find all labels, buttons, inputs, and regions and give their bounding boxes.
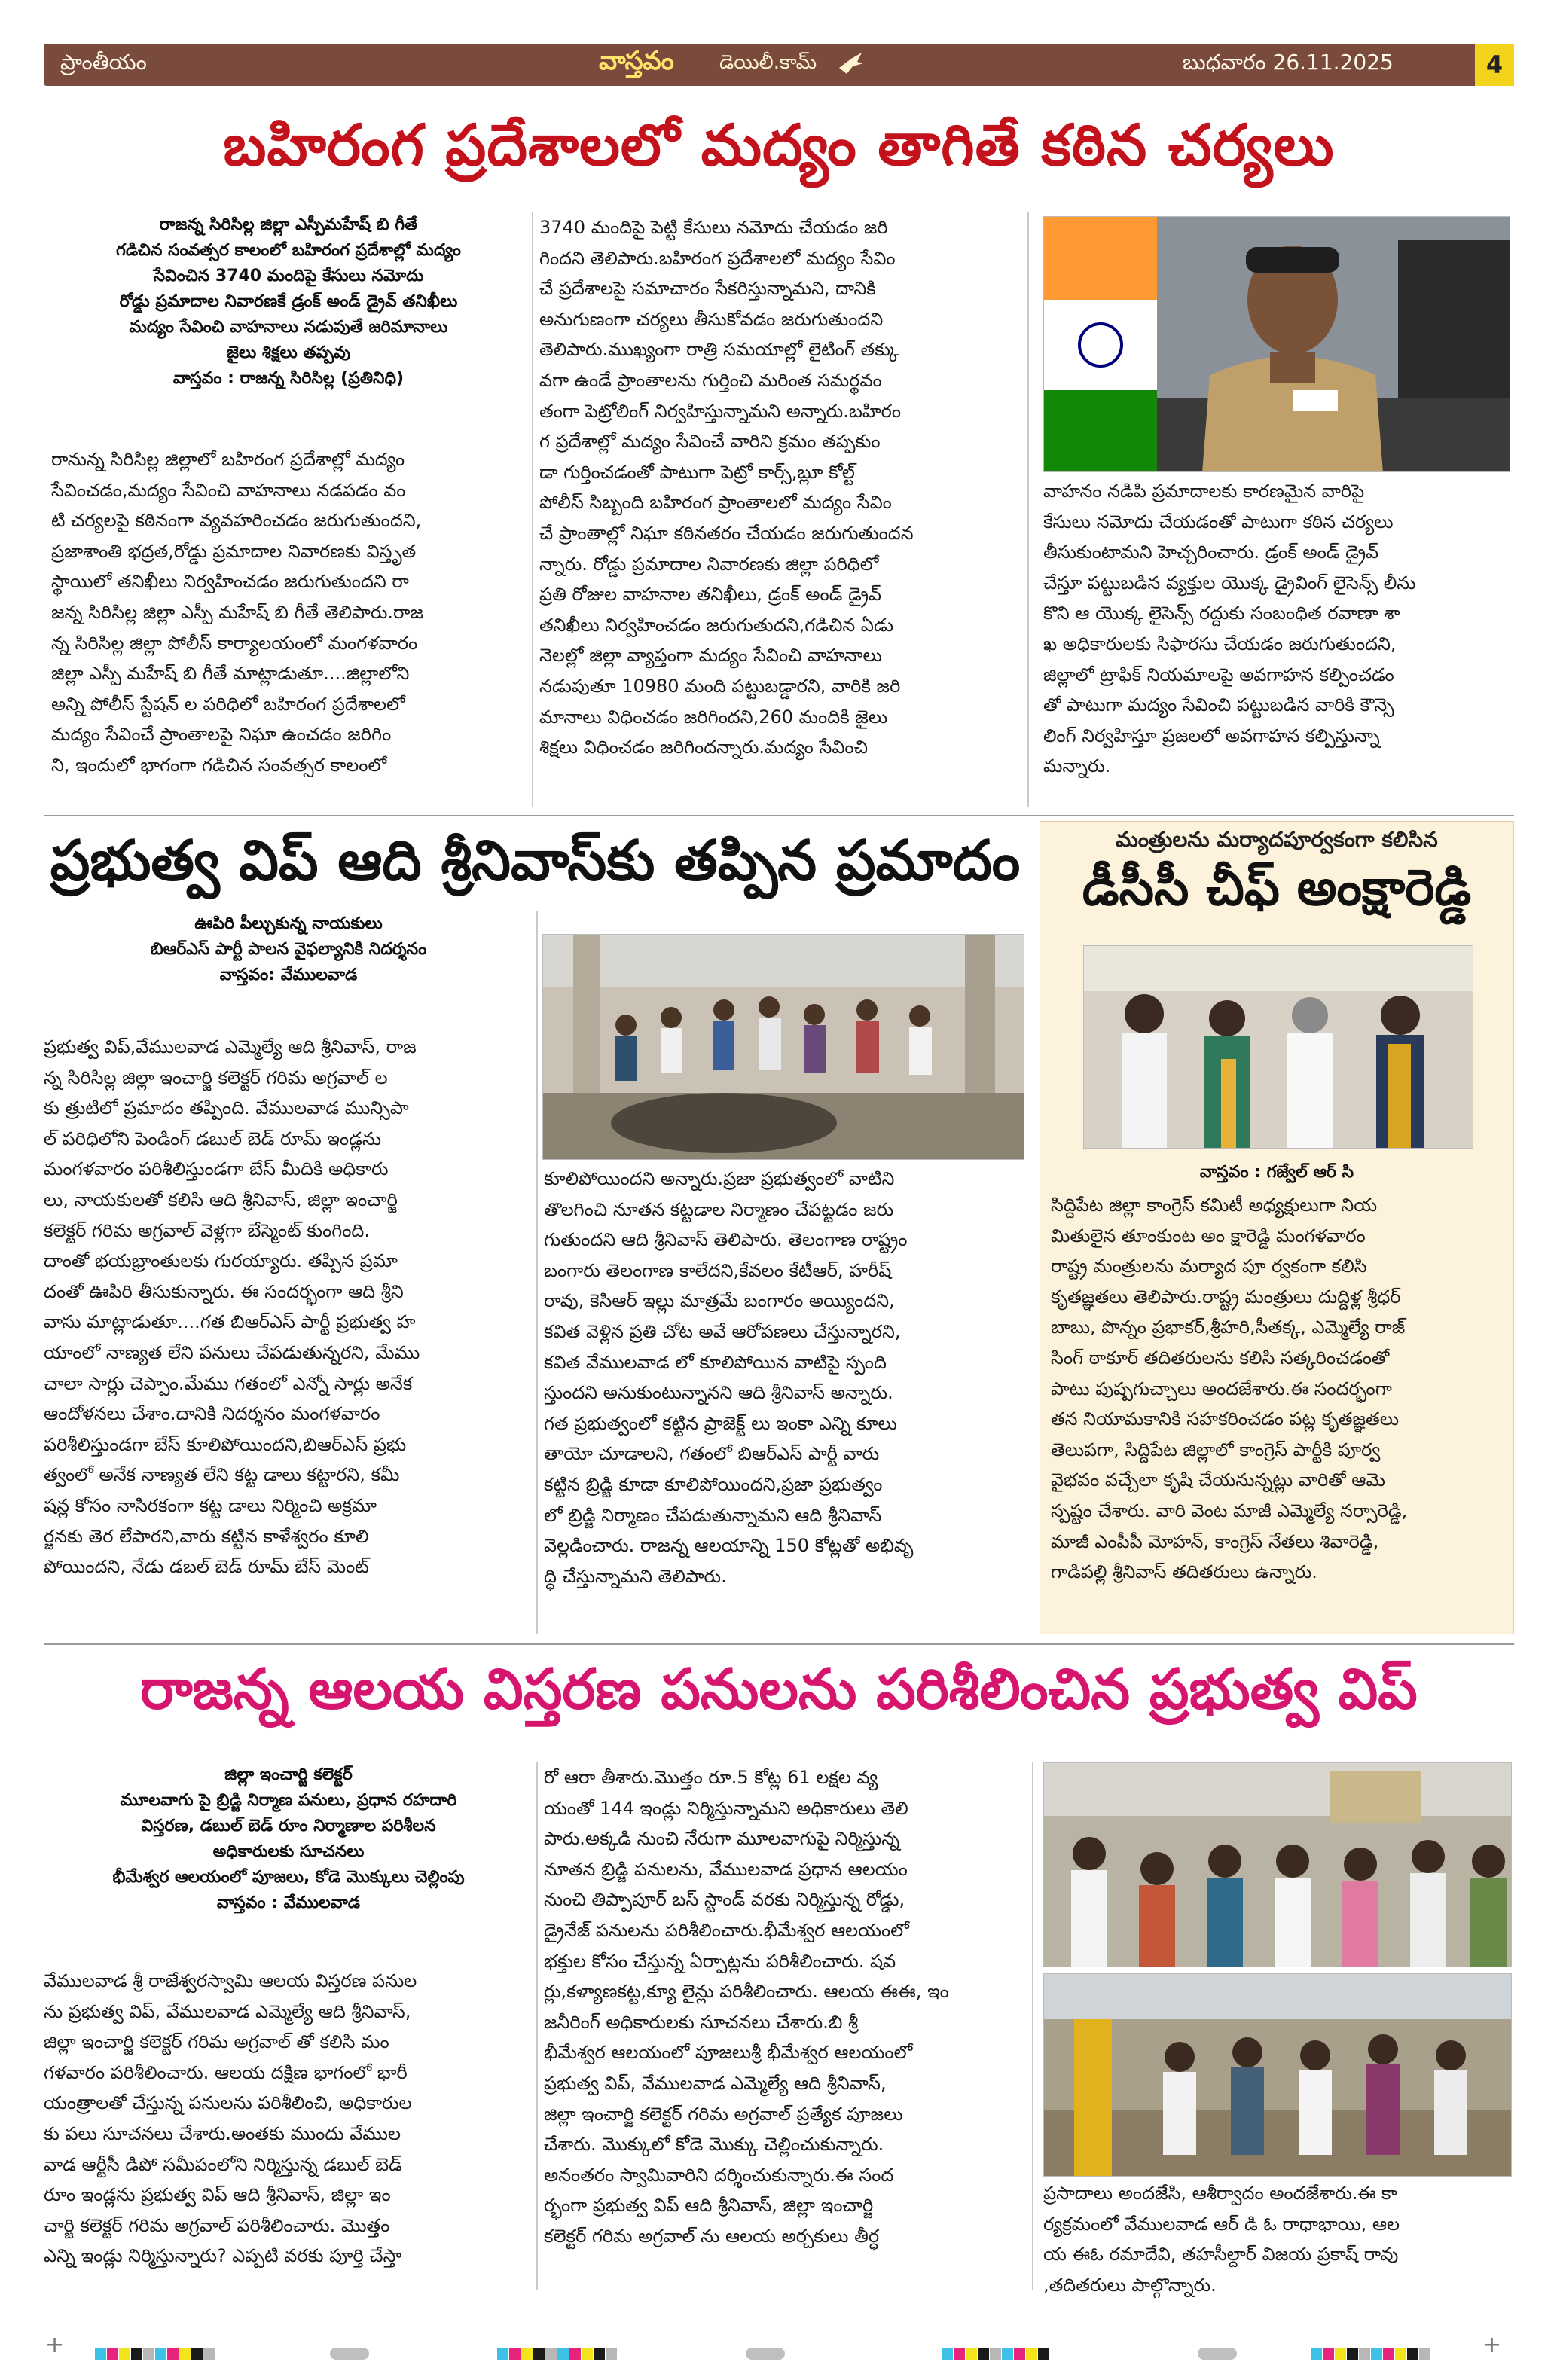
text-line: యంతో 144 ఇండ్లు నిర్మిస్తున్నామని అధికారులు తెలి: [544, 1797, 908, 1819]
text-line: తెలిపారు.ముఖ్యంగా రాత్రి సమయాల్లో లైటింగ్ తక్కు: [539, 339, 899, 361]
text-line: నుంచి తిప్పాపూర్ బస్ స్టాండ్ వరకు నిర్మిస్తున్న రోడ్డు,: [544, 1889, 905, 1911]
text-line: తంగా పెట్రోలింగ్ నిర్వహిస్తున్నామని అన్నారు.బహిరం: [539, 400, 902, 422]
text-line: స్పష్టం చేశారు. వారి వెంట మాజీ ఎమ్మెల్యే నర్సారెడ్డి,: [1051, 1500, 1408, 1521]
text-line: మితులైన తూంకుంట అం క్షారెడ్డి మంగళవారం: [1051, 1225, 1366, 1246]
swatch-black: [594, 2348, 605, 2360]
swatch-black: [131, 2348, 142, 2360]
section-label: ప్రాంతీయం: [60, 50, 147, 75]
text-line: వేములవాడ శ్రీ రాజేశ్వరస్వామి ఆలయ విస్తరణ పనుల: [44, 1970, 417, 1991]
story4-subhead: భీమేశ్వర ఆలయంలో పూజలు, కోడె మొక్కులు చెల్లింపు: [112, 1868, 465, 1887]
registration-pill: [1198, 2348, 1237, 2360]
text-line: మంగళవారం పరిశీలిస్తుండగా బేస్ మీదికి అధికారు: [44, 1158, 389, 1180]
text-line: లు, నాయకులతో కలిసి ఆది శ్రీనివాస్, జిల్లా ఇంచార్జి: [44, 1188, 398, 1210]
column-rule: [1027, 212, 1029, 807]
swatch-magenta: [1014, 2348, 1025, 2360]
swatch-black: [978, 2348, 989, 2360]
story3-body: [1051, 1190, 1507, 1588]
dcc-photo: [1083, 945, 1473, 1149]
text-line: రావు, కెసిఆర్ ఇల్లు మాత్రమే బంగారం అయ్యిందని,: [544, 1290, 895, 1312]
text-line: బాబు, పొన్నం ప్రభాకర్,శ్రీహరి,సీతక్క, ఎమ్మెల్యే రాజ్: [1051, 1317, 1406, 1338]
text-line: అన్ని పోలీస్ స్టేషన్ ల పరిధిలో బహిరంగ ప్రదేశాలలో: [51, 693, 405, 715]
story1-col2: [539, 212, 1021, 763]
sp-photo-illustration: [1044, 217, 1510, 472]
story4-col2: [544, 1762, 1026, 2252]
story2-col2: [544, 1164, 1026, 1591]
text-line: తొలగించి నూతన కట్టడాల నిర్మాణం చేపట్టడం జరు: [544, 1198, 894, 1220]
story4-subheads: [51, 1762, 526, 1916]
text-line: డ్రైనేజ్ పనులను పరిశీలించారు.భీమేశ్వర ఆలయంలో: [544, 1919, 909, 1941]
text-line: వెల్లడించారు. రాజన్న ఆలయాన్ని 150 కోట్లతో అభివృ: [544, 1535, 914, 1557]
swatch-yellow: [1026, 2348, 1037, 2360]
text-line: తీసుకుంటామని హెచ్చరించారు. డ్రంక్ అండ్ డ్రైవ్: [1043, 542, 1379, 563]
text-line: దంతో ఊపిరి తీసుకున్నారు. ఈ సందర్భంగా ఆది శ్రీని: [44, 1280, 404, 1302]
text-line: దాంతో భయభ్రాంతులకు గురయ్యారు. తప్పిన ప్రమా: [44, 1250, 398, 1272]
swatch-cyan: [942, 2348, 953, 2360]
swatch-cyan: [95, 2348, 106, 2360]
text-line: ర్జనకు తెర లేపారని,వారు కట్టిన కాళేశ్వరం కూలి: [44, 1525, 369, 1547]
text-line: కొని ఆ యొక్క లైసెన్స్ రద్దుకు సంబంధిత రవాణా శా: [1043, 603, 1400, 624]
story1-dateline: వాస్తవం : రాజన్న సిరిసిల్ల (ప్రతినిధి): [172, 369, 405, 388]
text-line: కు పలు సూచనలు చేశారు.అంతకు ముందు వేముల: [44, 2122, 401, 2144]
swatch-magenta: [1383, 2348, 1394, 2360]
sp-photo: [1043, 216, 1510, 472]
section-divider: [44, 1643, 1514, 1645]
dcc-photo-illustration: [1084, 946, 1473, 1149]
text-line: సిద్దిపేట జిల్లా కాంగ్రెస్ కమిటీ అధ్యక్షులుగా నియ: [1051, 1195, 1378, 1216]
text-line: గళవారం పరిశీలించారు. ఆలయ దక్షిణ భాగంలో భారీ: [44, 2061, 408, 2083]
text-line: గ ప్రదేశాల్లో మద్యం సేవించే వారిని క్రమం తప్పకుం: [539, 431, 881, 453]
text-line: గాడిపల్లి శ్రీనివాస్ తదితరులు ఉన్నారు.: [1051, 1561, 1317, 1583]
text-line: య ఈఓ రమాదేవి, తహసీల్దార్ విజయ ప్రకాష్ రావు: [1043, 2244, 1399, 2266]
crop-mark-right: +: [1482, 2332, 1502, 2358]
text-line: భీమేశ్వర ఆలయంలో పూజలుశ్రీ భీమేశ్వర ఆలయంలో: [544, 2042, 913, 2064]
text-line: న్న సిరిసిల్ల జిల్లా ఇంచార్జి కలెక్టర్ గరిమ అగ్రవాల్ ల: [44, 1066, 388, 1088]
text-line: ప్రతి రోజుల వాహనాల తనిఖీలు, డ్రంక్ అండ్ డ్రైవ్: [539, 584, 881, 606]
story1-subhead: జైలు శిక్షలు తప్పవు: [226, 343, 351, 362]
column-rule: [532, 212, 533, 807]
text-line: జనీరింగ్ అధికారులకు సూచనలు చేశారు.బి శ్రీ: [544, 2011, 859, 2033]
text-line: చేస్తూ పట్టుబడిన వ్యక్తుల యొక్క డ్రైవింగ్ లైసెన్స్ లీను: [1043, 572, 1416, 593]
story1-subheads: [51, 212, 526, 392]
text-line: అనంతరం స్వామివారిని దర్శించుకున్నారు.ఈ సంద: [544, 2164, 894, 2186]
text-line: స్థాయిలో తనిఖీలు నిర్వహించడం జరుగుతుందని రా: [51, 571, 409, 593]
text-line: బంగారు తెలంగాణ కాలేదని,కేవలం కేటీఆర్, హరీష్: [544, 1259, 892, 1281]
text-line: కలెక్టర్ గరిమ అగ్రవాల్ ను ఆలయ అర్చకులు తీర్ధ: [544, 2225, 880, 2247]
text-line: ఎన్ని ఇండ్లు నిర్మిస్తున్నారు? ఎప్పటి వరకు పూర్తి చేస్తా: [44, 2245, 402, 2267]
text-line: ర్యక్రమంలో వేములవాడ ఆర్ డి ఓ రాధాభాయి, ఆల: [1043, 2213, 1400, 2235]
text-line: పరిశీలిస్తుండగా బేస్ కూలిపోయిందని,బిఆర్ఎస్ ప్రభు: [44, 1433, 407, 1455]
text-line: యాంలో నాణ్యత లేని పనులు చేపడుతున్నరని, మేము: [44, 1341, 420, 1363]
swatch-cyan: [497, 2348, 508, 2360]
story1-subhead: సేవించిన 3740 మందిపై కేసులు నమోదు: [153, 267, 424, 285]
story2-headline: ప్రభుత్వ విప్ ఆది శ్రీనివాస్‌కు తప్పిన ప్రమాదం: [50, 828, 1021, 893]
text-line: జిల్లాలో ట్రాఫిక్ నియమాలపై అవగాహన కల్పించడం: [1043, 664, 1394, 685]
text-line: చే ప్రాంతాల్లో నిఘా కఠినతరం చేయడం జరుగుతుందన: [539, 522, 914, 544]
swatch-yellow: [1335, 2348, 1346, 2360]
text-line: 3740 మందిపై పెట్టి కేసులు నమోదు చేయడం జరి: [539, 217, 888, 238]
swatch-cyan: [155, 2348, 166, 2360]
story2-subheads: [51, 911, 526, 988]
paper-logo: వాస్తవం: [599, 46, 674, 76]
text-line: కూలిపోయిందని అన్నారు.ప్రజా ప్రభుత్వంలో వాటిని: [544, 1168, 895, 1189]
text-line: గిందని తెలిపారు.బహిరంగ ప్రదేశాలలో మద్యం సేవిం: [539, 247, 896, 269]
text-line: ని, ఇందులో భాగంగా గడిచిన సంవత్సర కాలంలో: [51, 754, 387, 776]
swatch-cyan: [1311, 2348, 1322, 2360]
text-line: వాడ ఆర్టీసీ డిపో సమీపంలోని నిర్మిస్తున్న డబుల్ బెడ్: [44, 2153, 402, 2175]
text-line: వైభవం వచ్చేలా కృషి చేయనున్నట్లు వారితో ఆమె: [1051, 1469, 1385, 1491]
text-line: కలెక్టర్ గరిమ అగ్రవాల్ వెళ్లగా బేస్మెంట్ కుంగింది.: [44, 1219, 370, 1241]
swatch-black: [1347, 2348, 1358, 2360]
swatch-cyan: [1371, 2348, 1382, 2360]
text-line: పోయిందని, నేడు డబల్ బెడ్ రూమ్ బేస్ మెంట్: [44, 1556, 369, 1578]
story4-dateline: వాస్తవం : వేములవాడ: [216, 1893, 361, 1912]
story1-col3: [1043, 476, 1510, 782]
page-number: 4: [1475, 44, 1514, 86]
text-line: న్నారు. రోడ్డు ప్రమాదాల నివారణకు జిల్లా పరిధిలో: [539, 553, 879, 575]
text-line: కవిత వెళ్లిన ప్రతి చోట అవే ఆరోపణలు చేస్తున్నారని,: [544, 1320, 901, 1342]
swatch-black: [191, 2348, 203, 2360]
swatch-yellow: [966, 2348, 977, 2360]
story1-subhead: మద్యం సేవించి వాహనాలు నడుపుతే జరిమానాలు: [129, 318, 448, 337]
story3-kicker: మంత్రులను మర్యాదపూర్వకంగా కలిసిన: [1116, 827, 1438, 852]
story4-subhead: విస్తరణ, డబుల్ బెడ్ రూం నిర్మాణాల పరిశీలన: [141, 1817, 436, 1835]
story3-headline: డీసీసీ చీఫ్ అంక్షారెడ్డి: [1082, 859, 1472, 917]
text-line: న్న సిరిసిల్ల జిల్లా పోలీస్ కార్యాలయంలో మంగళవారం: [51, 632, 418, 654]
text-line: ప్రసాదాలు అందజేసి, ఆశీర్వాదం అందజేశారు.ఈ కా: [1043, 2183, 1397, 2204]
text-line: పోలీస్ సిబ్బంది బహిరంగ ప్రాంతాలలో మద్యం సేవిం: [539, 492, 892, 514]
swatch-magenta: [167, 2348, 179, 2360]
story3-dateline: వాస్తవం : గజ్వేల్ ఆర్ సి: [1199, 1163, 1354, 1182]
text-line: తాయో చూడాలని, గతంలో బిఆర్ఎస్ పార్టీ వారు: [544, 1443, 880, 1465]
text-line: కవిత వేములవాడ లో కూలిపోయిన వాటిపై స్పంది: [544, 1351, 887, 1373]
text-line: జిల్లా ఇంచార్జి కలెక్టర్ గరిమ అగ్రవాల్ తో కలిసి మం: [44, 2031, 389, 2053]
text-line: తో పాటుగా మద్యం సేవించి పట్టుబడిన వారికి కౌన్సె: [1043, 694, 1394, 716]
text-line: ఆందోళనలు చేశాం.దానికి నిదర్శనం మంగళవారం: [44, 1403, 380, 1425]
text-line: మద్యం సేవించే ప్రాంతాలపై నిఘా ఉంచడం జరిగిం: [51, 724, 392, 746]
text-line: రానున్న సిరిసిల్ల జిల్లాలో బహిరంగ ప్రదేశాల్లో మద్యం: [51, 449, 405, 470]
text-line: లో బ్రిడ్జి నిర్మాణం చేపడుతున్నామని ఆది శ్రీనివాస్: [544, 1504, 882, 1526]
temple-photo-top: [1043, 1762, 1512, 1967]
accident-photo: [542, 934, 1024, 1160]
crop-mark-left: +: [45, 2332, 65, 2358]
text-line: కృతజ్ఞతలు తెలిపారు.రాష్ట్ర మంత్రులు దుద్దిళ్ల శ్రీధర్: [1051, 1286, 1401, 1307]
swatch-magenta: [954, 2348, 965, 2360]
story1-subhead: రాజన్న సిరిసిల్ల జిల్లా ఎస్పీమహేష్ బి గీతే: [159, 215, 418, 234]
text-line: రాష్ట్ర మంత్రులను మర్యాద పూ ర్వకంగా కలిసి: [1051, 1256, 1367, 1277]
text-line: సేవించడం,మద్యం సేవించి వాహనాలు నడపడం వం: [51, 479, 406, 501]
issue-date: బుధవారం 26.11.2025: [1183, 50, 1394, 75]
swatch-yellow: [582, 2348, 593, 2360]
story1-headline: బహిరంగ ప్రదేశాలలో మద్యం తాగితే కఠిన చర్యలు: [223, 111, 1335, 178]
story2-dateline: వాస్తవం: వేములవాడ: [219, 966, 358, 984]
story4-col1: [44, 1966, 537, 2272]
story2-col1: [44, 1032, 537, 1582]
text-line: పాటు పుష్పగుచ్చాలు అందజేశారు.ఈ సందర్భంగా: [1051, 1378, 1392, 1399]
text-line: ర్లు,కళ్యాణకట్ట,క్యూ లైన్లు పరిశీలించారు. ఆలయ ఈఈ, ఇం: [544, 1981, 949, 2003]
text-line: జిల్లా ఎస్పీ మహేష్ బి గీతే మాట్లాడుతూ....జిల్లాలోని: [51, 663, 410, 685]
text-line: అనుగుణంగా చర్యలు తీసుకోవడం జరుగుతుందని: [539, 308, 884, 330]
text-line: జన్న సిరిసిల్ల జిల్లా ఎస్పీ మహేష్ బి గీతే తెలిపారు.రాజ: [51, 601, 424, 623]
text-line: ప్రభుత్వ విప్,వేములవాడ ఎమ్మెల్యే ఆది శ్రీనివాస్, రాజ: [44, 1036, 417, 1057]
text-line: శిక్షలు విధించడం జరిగిందన్నారు.మద్యం సేవించి: [539, 737, 868, 758]
text-line: సింగ్ ఠాకూర్ తదితరులను కలిసి సత్కరించడంతో: [1051, 1347, 1390, 1368]
story4-col3: [1043, 2178, 1512, 2300]
column-rule: [536, 911, 538, 1634]
swatch-yellow: [1395, 2348, 1406, 2360]
accident-photo-illustration: [543, 935, 1024, 1160]
text-line: డా గుర్తించడంతో పాటుగా పెట్రో కార్స్,బ్లూ కోల్ట్: [539, 461, 855, 483]
color-registration-strip: [0, 2339, 1557, 2369]
story4-headline: రాజన్న ఆలయ విస్తరణ పనులను పరిశీలించిన ప్రభుత్వ విప్: [140, 1657, 1418, 1722]
text-line: చే ప్రదేశాలపై సమాచారం సేకరిస్తున్నామని, దానికి: [539, 278, 876, 300]
swatch-black: [1038, 2348, 1049, 2360]
text-line: ,తదితరులు పాల్గొన్నారు.: [1043, 2274, 1217, 2296]
text-line: భక్తుల కోసం చేస్తున్న ఏర్పాట్లను పరిశీలించారు. షవ: [544, 1950, 896, 1972]
text-line: కు త్రుటిలో ప్రమాదం తప్పింది. వేములవాడ మున్సిపా: [44, 1097, 409, 1119]
column-rule: [1032, 1762, 1033, 2290]
swatch-magenta: [107, 2348, 118, 2360]
text-line: వాసు మాట్లాడుతూ....గత బిఆర్ఎస్ పార్టీ ప్రభుత్వ హ: [44, 1311, 416, 1333]
text-line: ఖ అధికారులకు సిఫారసు చేయడం జరుగుతుందని,: [1043, 633, 1397, 654]
text-line: చార్జి కలెక్టర్ గరిమ అగ్రవాల్ పరిశీలించారు. మొత్తం: [44, 2214, 390, 2236]
swatch-cyan: [1002, 2348, 1013, 2360]
temple-photo-bottom: [1043, 1973, 1512, 2177]
text-line: మానాలు విధించడం జరిగిందని,260 మందికి జైలు: [539, 706, 888, 728]
swatch-gray: [990, 2348, 1001, 2360]
text-line: యంత్రాలతో చేస్తున్న పనులను పరిశీలించి, అధికారుల: [44, 2092, 412, 2114]
paper-logo-sub: డెయిలీ.కామ్: [719, 51, 817, 74]
text-line: నడుపుతూ 10980 మంది పట్టుబడ్డారని, వారికి జరి: [539, 675, 901, 697]
bird-icon: [836, 48, 866, 81]
column-rule: [536, 1762, 538, 2290]
text-line: వగా ఉండే ప్రాంతాలను గుర్తించి మరింత సమర్థవం: [539, 369, 882, 391]
story4-subhead: జిల్లా ఇంచార్జి కలెక్టర్: [224, 1765, 353, 1784]
text-line: కట్టిన బ్రిడ్జి కూడా కూలిపోయిందని,ప్రజా ప్రభుత్వం: [544, 1473, 883, 1495]
swatch-black: [533, 2348, 545, 2360]
swatch-gray: [545, 2348, 557, 2360]
swatch-yellow: [521, 2348, 533, 2360]
text-line: ప్రభుత్వ విప్, వేములవాడ ఎమ్మెల్యే ఆది శ్రీనివాస్,: [544, 2072, 887, 2094]
story1-col1: [51, 444, 526, 781]
text-line: త్వంలో అనేక నాణ్యత లేని కట్ట డాలు కట్టారని, కమీ: [44, 1464, 400, 1486]
text-line: తన నియామకానికి సహకరించడం పట్ల కృతజ్ఞతలు: [1051, 1408, 1400, 1430]
text-line: తెలుపగా, సిద్దిపేట జిల్లాలో కాంగ్రెస్ పార్టీకి పూర్వ: [1051, 1439, 1381, 1460]
text-line: టి చర్యలపై కఠినంగా వ్యవహరించడం జరుగుతుందని,: [51, 510, 422, 532]
swatch-gray: [606, 2348, 617, 2360]
registration-pill: [746, 2348, 785, 2360]
story1-subhead: రోడ్డు ప్రమాదాల నివారణకే డ్రంక్ అండ్ డ్రైవ్ తనిఖీలు: [119, 292, 458, 311]
text-line: కేసులు నమోదు చేయడంతో పాటుగా కఠిన చర్యలు: [1043, 511, 1394, 532]
text-line: చాలా సార్లు చెప్పాం.మేము గతంలో ఎన్నో సార్లు అనేక: [44, 1372, 413, 1394]
text-line: పారు.అక్కడి నుంచి నేరుగా మూలవాగుపై నిర్మిస్తున్న: [544, 1828, 900, 1850]
text-line: రూం ఇండ్లను ప్రభుత్వ విప్ ఆది శ్రీనివాస్, జిల్లా ఇం: [44, 2184, 391, 2206]
text-line: తనిఖీలు నిర్వహించడం జరుగుతుదని,గడిచిన ఏడు: [539, 614, 894, 636]
text-line: ను ప్రభుత్వ విప్, వేములవాడ ఎమ్మెల్యే ఆది శ్రీనివాస్,: [44, 2000, 411, 2022]
story2-subhead: ఊపిరి పీల్చుకున్న నాయకులు: [194, 914, 383, 933]
text-line: ల్ పరిధిలోని పెండింగ్ డబుల్ బెడ్ రూమ్ ఇండ్లను: [44, 1127, 382, 1149]
text-line: మాజీ ఎంపీపీ మోహన్, కాంగ్రెస్ నేతలు శివారెడ్డి,: [1051, 1530, 1379, 1552]
text-line: ద్ధి చేస్తున్నామని తెలిపారు.: [544, 1565, 727, 1587]
story1-subhead: గడిచిన సంవత్సర కాలంలో బహిరంగ ప్రదేశాల్లో మద్యం: [116, 241, 461, 260]
swatch-gray: [1419, 2348, 1430, 2360]
text-line: రో ఆరా తీశారు.మొత్తం రూ.5 కోట్ల 61 లక్షల వ్య: [544, 1767, 878, 1788]
text-line: స్తుందని అనుకుంటున్నానని ఆది శ్రీనివాస్ అన్నారు.: [544, 1382, 893, 1404]
temple-photo-top-illustration: [1044, 1763, 1512, 1967]
temple-photo-bottom-illustration: [1044, 1974, 1512, 2177]
text-line: నెలల్లో జిల్లా వ్యాప్తంగా మద్యం సేవించి వాహనాలు: [539, 645, 882, 667]
text-line: షన్ల కోసం నాసిరకంగా కట్ట డాలు నిర్మించి అక్రమా: [44, 1494, 377, 1516]
swatch-yellow: [179, 2348, 191, 2360]
swatch-black: [1407, 2348, 1418, 2360]
registration-pill: [330, 2348, 369, 2360]
section-divider: [44, 815, 1514, 816]
story4-subhead: మూలవాగు పై బ్రిడ్జి నిర్మాణ పనులు, ప్రధాన రహదారి: [120, 1791, 457, 1810]
story2-subhead: బిఆర్ఎస్ పార్టీ పాలన వైఫల్యానికి నిదర్శనం: [150, 940, 427, 959]
text-line: చేశారు. మొక్కులో కోడె మొక్కు చెల్లించుకున్నారు.: [544, 2134, 884, 2156]
text-line: మన్నారు.: [1043, 755, 1111, 777]
text-line: నూతన బ్రిడ్జి పనులను, వేములవాడ ప్రధాన ఆలయం: [544, 1858, 908, 1880]
swatch-magenta: [1323, 2348, 1334, 2360]
swatch-yellow: [119, 2348, 130, 2360]
text-line: లింగ్ నిర్వహిస్తూ ప్రజలలో అవగాహన కల్పిస్తున్నా: [1043, 725, 1380, 746]
story4-subhead: అధికారులకు సూచనలు: [212, 1842, 365, 1861]
swatch-gray: [203, 2348, 215, 2360]
swatch-gray: [1359, 2348, 1370, 2360]
text-line: గుతుందని ఆది శ్రీనివాస్ తెలిపారు. తెలంగాణ రాష్ట్రం: [544, 1229, 908, 1251]
swatch-gray: [143, 2348, 154, 2360]
text-line: గత ప్రభుత్వంలో కట్టిన ప్రాజెక్ట్ లు ఇంకా ఎన్ని కూలు: [544, 1412, 897, 1434]
text-line: ప్రజాశాంతి భద్రత,రోడ్డు ప్రమాదాల నివారణకు విస్తృత: [51, 540, 417, 562]
swatch-cyan: [557, 2348, 569, 2360]
text-line: వాహనం నడిపి ప్రమాదాలకు కారణమైన వారిపై: [1043, 481, 1365, 502]
text-line: జిల్లా ఇంచార్జి కలెక్టర్ గరిమ అగ్రవాల్ ప్రత్యేక పూజలు: [544, 2103, 903, 2125]
swatch-magenta: [569, 2348, 581, 2360]
text-line: ర్భంగా ప్రభుత్వ విప్ ఆది శ్రీనివాస్, జిల్లా ఇంచార్జి: [544, 2195, 874, 2217]
swatch-magenta: [509, 2348, 521, 2360]
